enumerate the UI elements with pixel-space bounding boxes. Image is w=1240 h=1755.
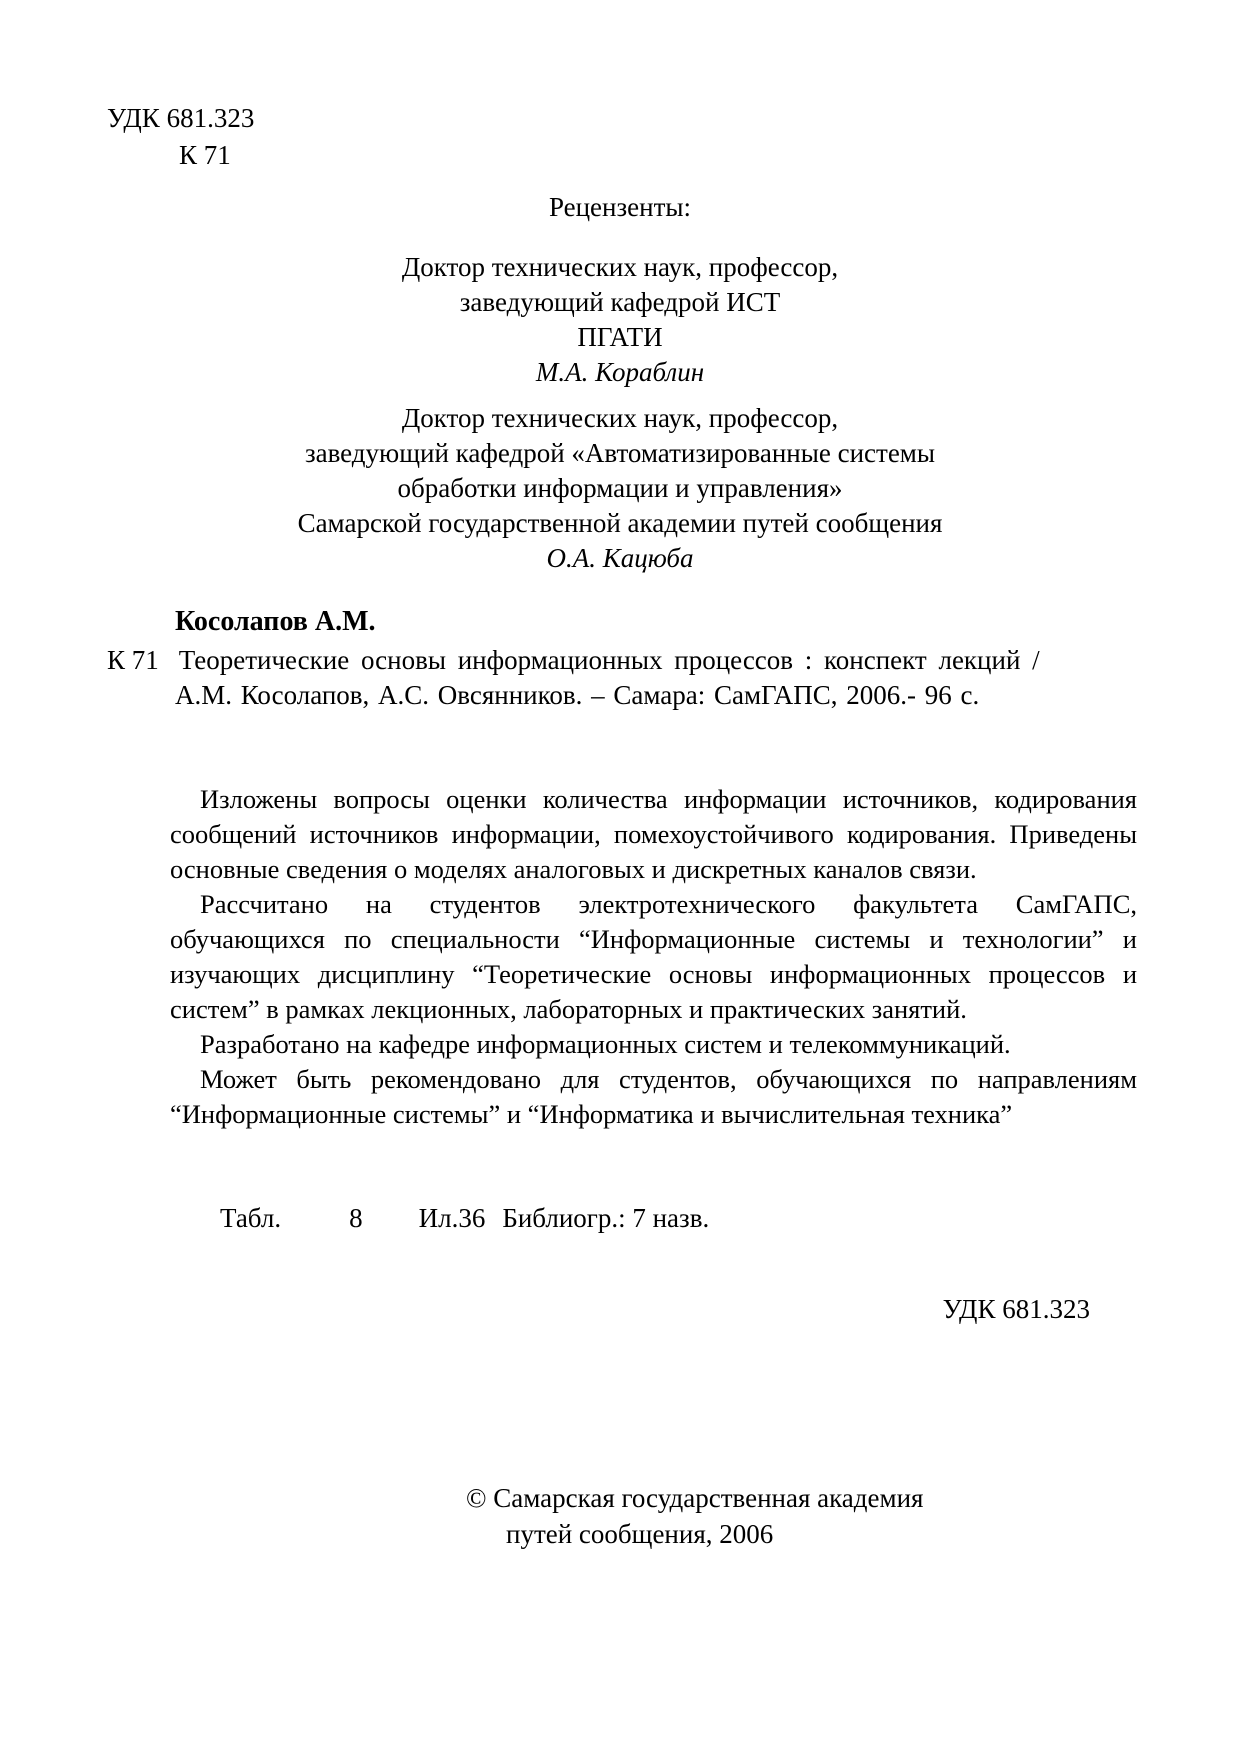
reviewer-1-line: ПГАТИ xyxy=(577,322,663,352)
udc-classification-top xyxy=(107,100,254,174)
author-sign: К 71 xyxy=(179,140,231,170)
stats-line xyxy=(220,1203,709,1234)
annotation-paragraph: Рассчитано на студентов электротехнического факультета СамГАПС, обучающихся по специальности “Информационные системы и технологии” и изучающих дисциплину “Теоретические основы информационных процессов и систем” в рамках лекционных, лабораторных и практических занятий. xyxy=(170,889,1137,1024)
copyright-line-2: путей сообщения, 2006 xyxy=(506,1519,774,1549)
catalog-author: Косолапов А.М. xyxy=(175,606,376,637)
catalog-code: К 71 xyxy=(107,645,159,675)
reviewers-heading: Рецензенты: xyxy=(548,192,692,222)
reviewer-2-name: О.А. Кацюба xyxy=(546,543,694,573)
reviewer-1 xyxy=(0,250,1240,390)
reviewer-1-name: М.А. Кораблин xyxy=(535,357,705,387)
catalog-title: Теоретические основы информационных процессов : конспект лекций / xyxy=(178,645,1040,675)
catalog-entry-line-2: А.М. Косолапов, А.С. Овсянников. – Самара: СамГАПС, 2006.- 96 с. xyxy=(175,680,980,710)
reviewer-2-line: обработки информации и управления» xyxy=(397,473,843,503)
udc-classification-bottom: УДК 681.323 xyxy=(942,1294,1090,1324)
annotation-paragraph: Изложены вопросы оценки количества информации источников, кодирования сообщений источников информации, помехоустойчивого кодирования. Приведены основные сведения о моделях аналоговых и дискретных каналов связи. xyxy=(170,784,1137,884)
reviewer-2-line: Доктор технических наук, профессор, xyxy=(401,403,839,433)
copyright-notice xyxy=(466,1480,923,1552)
tables-label: Табл. xyxy=(220,1203,282,1233)
reviewers-section xyxy=(0,190,1240,587)
catalog-entry-line-1 xyxy=(107,643,1142,678)
reviewer-2 xyxy=(0,401,1240,576)
annotation-section xyxy=(170,782,1137,1132)
copyright-line-1: © Самарская государственная академия xyxy=(466,1483,924,1513)
tables-value: 8 xyxy=(349,1203,363,1233)
reviewer-2-line: Самарской государственной академии путей сообщения xyxy=(297,508,943,538)
reviewer-1-line: Доктор технических наук, профессор, xyxy=(401,252,839,282)
bibliography-count: Библиогр.: 7 назв. xyxy=(502,1203,710,1233)
udc-number: УДК 681.323 xyxy=(107,103,255,133)
reviewer-2-line: заведующий кафедрой «Автоматизированные системы xyxy=(304,438,936,468)
reviewer-1-line: заведующий кафедрой ИСТ xyxy=(459,287,781,317)
catalog-entry xyxy=(107,643,1142,713)
annotation-paragraph: Может быть рекомендовано для студентов, обучающихся по направлениям “Информационные системы” и “Информатика и вычислительная техника” xyxy=(170,1064,1137,1129)
figures-count: Ил.36 xyxy=(418,1203,486,1233)
annotation-paragraph: Разработано на кафедре информационных систем и телекоммуникаций. xyxy=(200,1029,1011,1059)
